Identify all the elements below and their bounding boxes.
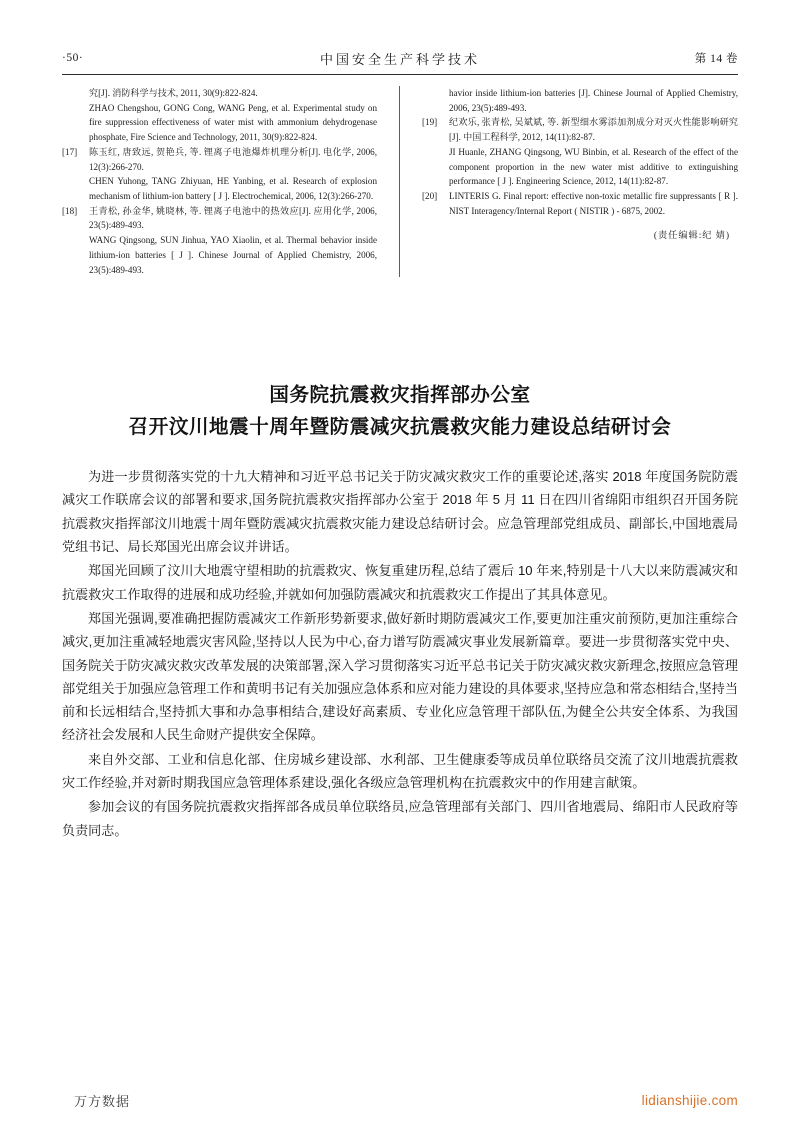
article-paragraph: 参加会议的有国务院抗震救灾指挥部各成员单位联络员,应急管理部有关部门、四川省地震局、绵阳市人民政府等负责同志。	[62, 799, 738, 838]
reference-text: WANG Qingsong, SUN Jinhua, YAO Xiaolin, et al. Thermal behavior inside lithium-ion batteries [ J ]. Chinese Journal of Applied Chemistry, 2006, 23(5):489-493.	[89, 235, 377, 275]
article-paragraph: 为进一步贯彻落实党的十九大精神和习近平总书记关于防灾减灾救灾工作的重要论述,落实 2018 年度国务院防震减灾工作联席会议的部署和要求,国务院抗震救灾指挥部办公室于 2018 年 5 月 11 日在四川省绵阳市组织召开国务院抗震救灾指挥部汶川地震十周年暨防震减灾抗震救灾能力建设总结研讨会。应急管理部党组成员、副部长,中国地震局党组书记、局长郑国光出席会议并讲话。	[62, 469, 738, 555]
page-number: ·50·	[62, 52, 84, 64]
reference-number	[62, 174, 89, 203]
reference-number: [18]	[62, 205, 78, 216]
reference-item	[62, 174, 377, 203]
reference-item	[62, 101, 377, 145]
article-section	[62, 380, 738, 843]
references-block	[62, 86, 738, 277]
reference-number: [20]	[422, 191, 438, 202]
reference-item	[62, 233, 377, 277]
reference-number: [19]	[422, 117, 438, 128]
editor-note: (责任编辑:纪 婧)	[653, 230, 730, 241]
reference-item	[422, 86, 738, 115]
reference-item	[62, 204, 377, 233]
reference-number	[62, 101, 89, 145]
reference-number	[422, 86, 449, 115]
article-title-line1: 国务院抗震救灾指挥部办公室	[269, 384, 531, 406]
article-title	[62, 380, 738, 443]
reference-text: LINTERIS G. Final report: effective non-toxic metallic fire suppressants [ R ]. NIST Interagency/Internal Report ( NISTIR ) - 6875, 2002.	[449, 191, 738, 216]
reference-number	[62, 233, 89, 277]
journal-title: 中国安全生产科学技术	[319, 51, 480, 67]
reference-number: [17]	[62, 146, 78, 157]
reference-text: 纪欢乐, 张青松, 吴斌斌, 等. 新型细水雾添加剂成分对灭火性能影响研究[J]. 中国工程科学, 2012, 14(11):82-87.	[449, 117, 738, 143]
volume-label: 第 14 卷	[694, 53, 738, 65]
reference-text: havior inside lithium-ion batteries [J]. Chinese Journal of Applied Chemistry, 2006, 23(5):489-493.	[449, 88, 738, 113]
reference-number	[422, 145, 449, 189]
reference-item	[422, 145, 738, 189]
article-paragraph: 来自外交部、工业和信息化部、住房城乡建设部、水利部、卫生健康委等成员单位联络员交流了汶川地震抗震救灾工作经验,并对新时期我国应急管理体系建设,强化各级应急管理机构在抗震救灾中的作用建言献策。	[62, 751, 738, 791]
reference-text: ZHAO Chengshou, GONG Cong, WANG Peng, et al. Experimental study on fire suppression effectiveness of water mist with ammonium dehydrogenase phosphate, Fire Science and Technology, 2011, 30(9):822-824.	[89, 102, 377, 143]
article-title-line2: 召开汶川地震十周年暨防震减灾抗震救灾能力建设总结研讨会	[128, 415, 672, 438]
reference-text: 究[J]. 消防科学与技术, 2011, 30(9):822-824.	[89, 88, 258, 98]
references-column-right	[400, 86, 738, 277]
reference-text: 陈玉红, 唐致远, 贺艳兵, 等. 锂离子电池爆炸机理分析[J]. 电化学, 2006, 12(3):266-270.	[89, 146, 377, 172]
reference-text: 王青松, 孙金华, 姚晓林, 等. 锂离子电池中的热效应[J]. 应用化学, 2006, 23(5):489-493.	[89, 205, 377, 231]
reference-text: JI Huanle, ZHANG Qingsong, WU Binbin, et al. Research of the effect of the component proportion in the new water mist additive to extinguishing performance [ J ]. Engineering Science, 2012, 14(11):82-87.	[449, 146, 738, 187]
reference-number	[62, 86, 89, 101]
reference-text: CHEN Yuhong, TANG Zhiyuan, HE Yanbing, et al. Research of explosion mechanism of lithium-ion battery [ J ]. Electrochemical, 2006, 12(3):266-270.	[89, 176, 377, 202]
references-column-left	[62, 86, 400, 277]
reference-item	[422, 189, 738, 218]
site-watermark: lidianshijie.com	[641, 1093, 738, 1108]
reference-item	[62, 145, 377, 174]
article-paragraph: 郑国光强调,要准确把握防震减灾工作新形势新要求,做好新时期防震减灾工作,要更加注重灾前预防,更加注重综合减灾,更加注重减轻地震灾害风险,坚持以人民为中心,奋力谱写防震减灾事业发展新篇章。要进一步贯彻落实党中央、国务院关于防灾减灾救灾改革发展的决策部署,深入学习贯彻落实习近平总书记关于防灾减灾救灾新理念,按照应急管理部党组关于加强应急管理工作和黄明书记有关加强应急体系和应对能力建设的具体要求,坚持应急和常态相结合,坚持当前和长远相结合,坚持抓大事和办急事相结合,建设好高素质、专业化应急管理干部队伍,为健全公共安全体系、为我国经济社会发展和人民生命财产提供安全保障。	[62, 610, 738, 743]
reference-item	[62, 86, 377, 101]
reference-item	[422, 115, 738, 144]
running-head	[62, 45, 738, 75]
article-paragraph: 郑国光回顾了汶川大地震守望相助的抗震救灾、恢复重建历程,总结了震后 10 年来,特别是十八大以来防震减灾和抗震救灾工作取得的进展和成功经验,并就如何加强防震减灾和抗震救灾工作提出了其具体意见。	[62, 563, 738, 602]
article-body	[62, 465, 738, 842]
database-watermark: 万方数据	[74, 1094, 131, 1109]
